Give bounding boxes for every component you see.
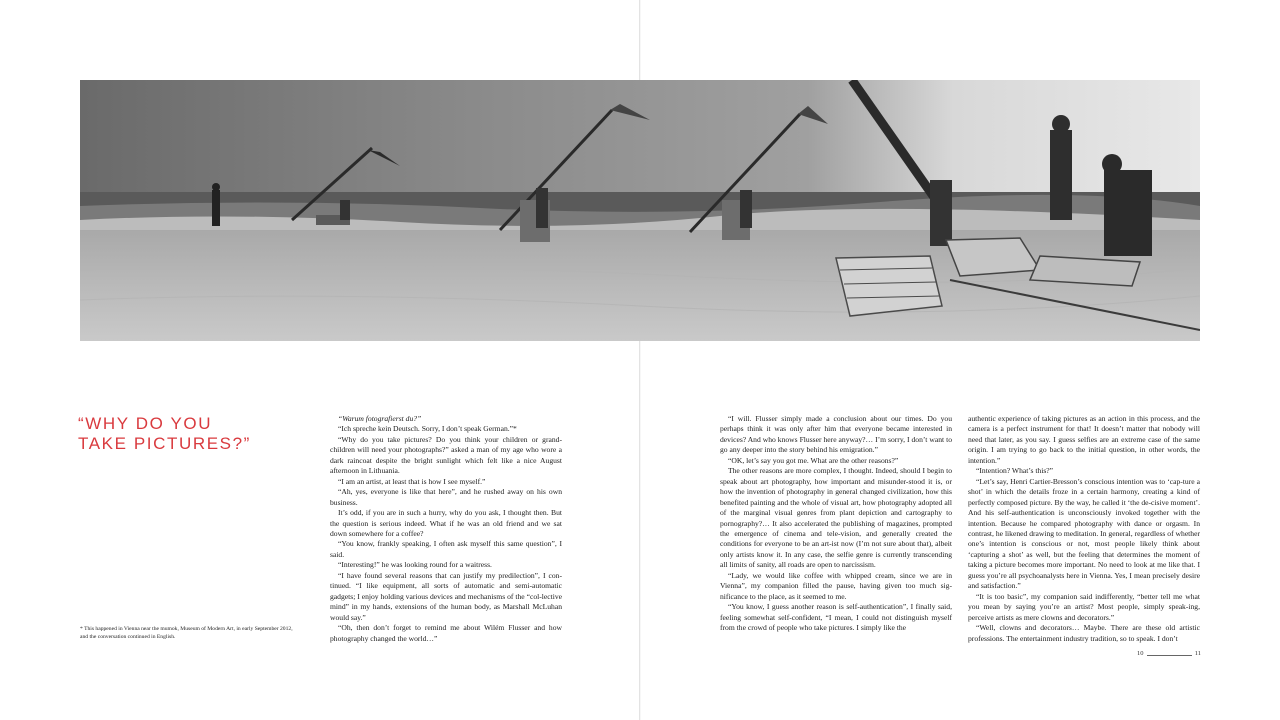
paragraph: “I will. Flusser simply made a conclusion about our times. Do you perhaps think it was only after him that everyone became interested in devices? And who knows Flusser here anyway?… I’m sorry, I don’t want to go any deeper into the story behind his emigration.” bbox=[720, 414, 952, 455]
folio-rule bbox=[1147, 655, 1192, 656]
paragraph: authentic experience of taking pictures as an action in this process, and the camera is a perfect instrument for that! It doesn’t matter that nobody will need that later, as you say. I guess selfies are an extreme case of the same origin. I am trying to go back to the initial question, in other words, the intention.” bbox=[968, 414, 1200, 465]
paragraph: “Ah, yes, everyone is like that here”, and he rushed away on his own business. bbox=[330, 487, 562, 507]
paragraph: “Ich spreche kein Deutsch. Sorry, I don’t speak German.”* bbox=[338, 424, 517, 434]
paragraph: “Well, clowns and decorators… Maybe. There are these old artistic professions. The entertainment industry tradition, so to speak. I don’t bbox=[968, 623, 1200, 643]
paragraph: “Lady, we would like coffee with whipped cream, since we are in Vienna”, my companion filled the pause, having given too much sig-nificance to the place, as it seemed to me. bbox=[720, 570, 952, 601]
paragraph: The other reasons are more complex, I thought. Indeed, should I begin to speak about art photography, how important and misunder-stood it is, or how the invention of photography in general changed civilization, how this benefited painting and the whole of visual art, how photography adopted all of the marginal visual genres from plant depiction and cartography to pornography?… It also accelerated the publishing of magazines, prompted the emergence of cinema and tele-vision, and generally created the conditions for everyone to be an art-ist now (I’m not sure about that), albeit only artists know it. In any case, the selfie genre is currently transcending all limits of sanity, all roads are open to narcissism. bbox=[720, 466, 952, 570]
text-column-3 bbox=[968, 414, 1200, 644]
paragraph: “Intention? What’s this?” bbox=[976, 466, 1054, 476]
page-numbers bbox=[1137, 650, 1201, 657]
paragraph: “I am an artist, at least that is how I see myself.” bbox=[338, 476, 486, 486]
paragraph: “You know, I guess another reason is self-authentication”, I finally said, feeling somewhat self-confident, “I mean, I could not distinguish myself from the crowd of people who take pictures. I simply like the bbox=[720, 602, 952, 633]
footnote: * This happened in Vienna near the mumok, Museum of Modern Art, in early September 2012, and the conversation continued in English. bbox=[80, 626, 293, 640]
paragraph: “Oh, then don’t forget to remind me about Wilém Flusser and how photography changed the world…” bbox=[330, 623, 562, 643]
page-number-left: 10 bbox=[1137, 650, 1144, 657]
paragraph: “It is too basic”, my companion said indifferently, “better tell me what you mean by saying you’re an artist? Most people, simply speak-ing, perceive artists as mere clowns and decorators.” bbox=[968, 591, 1200, 622]
panoramic-beach-photo bbox=[80, 80, 1200, 341]
paragraph: It’s odd, if you are in such a hurry, why do you ask, I thought then. But the question is serious indeed. What if he was an old friend and we sat down somewhere for a coffee? bbox=[330, 508, 562, 538]
text-column-1 bbox=[330, 414, 562, 644]
paragraph: “I have found several reasons that can justify my predilection”, I con-tinued. “I like equipment, all sorts of automatic and semi-automatic gadgets; I enjoy holding various devices and mechanisms of the “col-lective mind” in my hands, extensions of the human body, as Marshall McLuhan would say.” bbox=[330, 570, 562, 622]
paragraph: “OK, let’s say you got me. What are the other reasons?” bbox=[728, 455, 899, 465]
text-column-2 bbox=[720, 414, 952, 634]
headline-line-1: “WHY DO YOU bbox=[78, 414, 213, 433]
page-headline bbox=[78, 414, 278, 454]
paragraph: “Warum fotografierst du?” bbox=[338, 414, 422, 423]
paragraph: “Interesting!” he was looking round for a waitress. bbox=[338, 560, 492, 570]
paragraph: “Let’s say, Henri Cartier-Bresson’s conscious intention was to ‘cap-ture a shot’ in which the details froze in a certain harmony, creating a kind of perfectly composed picture. By the way, he called it ‘the de-cisive moment’. And his self-authentication is unconsciously invoked together with the intention. Because he compared photography with dance or orgasm. In contrast, he likened drawing to meditation. In general, regardless of whether one’s intention is conscious or not, most people likely think about ‘capturing a shot’ as well, but the feeling that determines the moment of taking a picture becomes more important. No need to look at me like that. I guess you’re all psychoanalysts here in Vienna. Yes, I mean precisely desire and satisfaction.” bbox=[968, 476, 1200, 591]
paragraph: “Why do you take pictures? Do you think your children or grand-children will need your photographs?” asked a man of my age who wore a dark raincoat despite the bright sunlight which felt like a nice August afternoon in Lithuania. bbox=[330, 434, 562, 476]
paragraph: “You know, frankly speaking, I often ask myself this same question”, I said. bbox=[330, 539, 562, 559]
headline-line-2: TAKE PICTURES?” bbox=[78, 434, 251, 453]
page-number-right: 11 bbox=[1194, 650, 1201, 657]
